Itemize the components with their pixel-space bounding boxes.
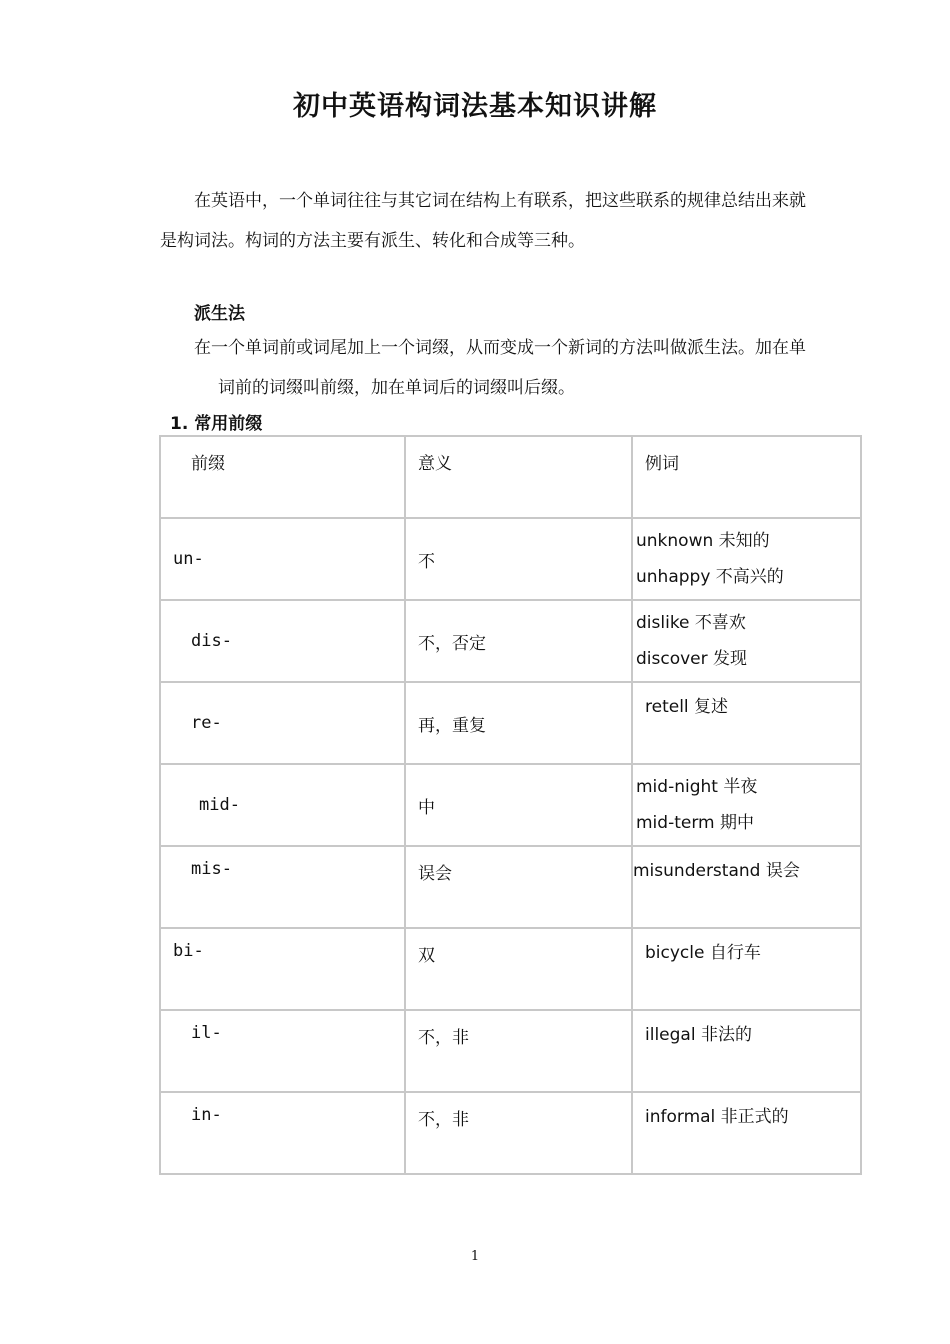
example-word: misunderstand 误会 [633,861,800,881]
meaning-cell: 不，非 [405,1092,632,1174]
example-word: retell 复述 [645,697,729,717]
header-meaning: 意义 [405,436,632,518]
prefix-cell: in- [160,1092,405,1174]
example-word: mid-night 半夜 [636,777,758,797]
document-title: 初中英语构词法基本知识讲解 [293,91,657,122]
prefix-cell: il- [160,1010,405,1092]
derivation-line-1: 在一个单词前或词尾加上一个词缀，从而变成一个新词的方法叫做派生法。加在单 [194,338,806,358]
table-row [160,682,861,764]
example-word: unhappy 不高兴的 [636,567,784,587]
example-word: discover 发现 [636,649,748,669]
meaning-cell: 双 [405,928,632,1010]
meaning-cell: 不，否定 [405,600,632,682]
table-header-row [160,436,861,518]
example-word: mid-term 期中 [636,813,754,833]
prefix-table [159,435,862,1175]
meaning-cell: 再，重复 [405,682,632,764]
example-word: unknown 未知的 [636,531,770,551]
prefix-cell: dis- [160,600,405,682]
prefix-cell: bi- [160,928,405,1010]
table-row [160,518,861,600]
prefix-cell: mis- [160,846,405,928]
meaning-cell: 误会 [405,846,632,928]
meaning-cell: 中 [405,764,632,846]
example-word: illegal 非法的 [645,1025,752,1045]
table-row [160,600,861,682]
derivation-line-2: 词前的词缀叫前缀，加在单词后的词缀叫后缀。 [218,378,575,398]
derivation-heading: 派生法 [194,304,245,324]
derivation-paragraph [194,328,810,408]
table-row [160,928,861,1010]
table-row [160,1010,861,1092]
table-row [160,1092,861,1174]
meaning-cell: 不，非 [405,1010,632,1092]
example-word: bicycle 自行车 [645,943,761,963]
example-word: dislike 不喜欢 [636,613,746,633]
page-number: 1 [470,1249,480,1264]
example-cell [632,1092,861,1174]
intro-paragraph: 在英语中，一个单词往往与其它词在结构上有联系，把这些联系的规律总结出来就是构词法。构词的方法主要有派生、转化和合成等三种。 [160,191,806,251]
prefix-cell: mid- [160,764,405,846]
table-row [160,764,861,846]
table-row [160,846,861,928]
example-cell [632,518,861,600]
meaning-cell: 不 [405,518,632,600]
header-example: 例词 [632,436,861,518]
prefix-section-heading: 1. 常用前缀 [170,414,263,434]
example-cell [632,764,861,846]
example-cell [632,600,861,682]
example-cell [632,846,861,928]
example-cell [632,1010,861,1092]
example-word: informal 非正式的 [645,1107,789,1127]
header-prefix: 前缀 [160,436,405,518]
prefix-cell: re- [160,682,405,764]
example-cell [632,682,861,764]
example-cell [632,928,861,1010]
prefix-cell: un- [160,518,405,600]
